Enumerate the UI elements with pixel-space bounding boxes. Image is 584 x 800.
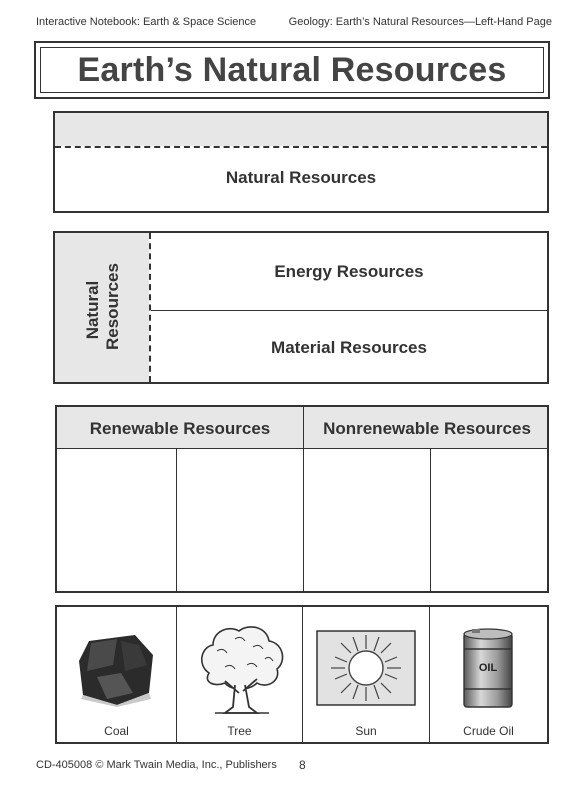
divider [151, 310, 547, 311]
picture-cell-tree [177, 607, 303, 742]
picture-cell-sun [303, 607, 430, 742]
picture-cell-crude-oil [430, 607, 547, 742]
fold-line-vertical [149, 233, 151, 382]
nonrenewable-header: Nonrenewable Resources [323, 419, 531, 438]
caption-sun: Sun [355, 724, 377, 738]
glue-tab [55, 113, 547, 146]
tree-icon [195, 621, 287, 717]
material-resources-label: Material Resources [271, 338, 427, 357]
natural-resources-vertical-label: Natural Resources [83, 263, 122, 350]
caption-tree: Tree [227, 724, 252, 738]
table-divider [430, 449, 431, 591]
footer-credit: CD-405008 © Mark Twain Media, Inc., Publishers [36, 759, 277, 771]
fold-line [55, 146, 547, 148]
renewable-header: Renewable Resources [89, 419, 271, 438]
sun-icon [315, 629, 417, 707]
caption-crude-oil: Crude Oil [463, 724, 514, 738]
header-left: Interactive Notebook: Earth & Space Science [36, 16, 257, 28]
oil-label: OIL [478, 662, 498, 674]
table-divider-main [303, 407, 304, 591]
picture-strip [55, 605, 549, 744]
caption-coal: Coal [104, 724, 129, 738]
table-divider [176, 449, 177, 591]
picture-cell-coal [57, 607, 177, 742]
page-title: Earth’s Natural Resources [77, 50, 507, 89]
resources-table [55, 405, 549, 593]
energy-resources-label: Energy Resources [274, 262, 424, 281]
header-right: Geology: Earth’s Natural Resources—Left-Hand Page [288, 16, 552, 28]
page-number: 8 [299, 758, 306, 772]
title-box [34, 41, 550, 99]
resources-types-flap [53, 231, 549, 384]
oil-barrel-icon [460, 627, 516, 711]
natural-resources-label: Natural Resources [225, 168, 377, 187]
natural-resources-flap [53, 111, 549, 213]
coal-icon [77, 631, 157, 707]
